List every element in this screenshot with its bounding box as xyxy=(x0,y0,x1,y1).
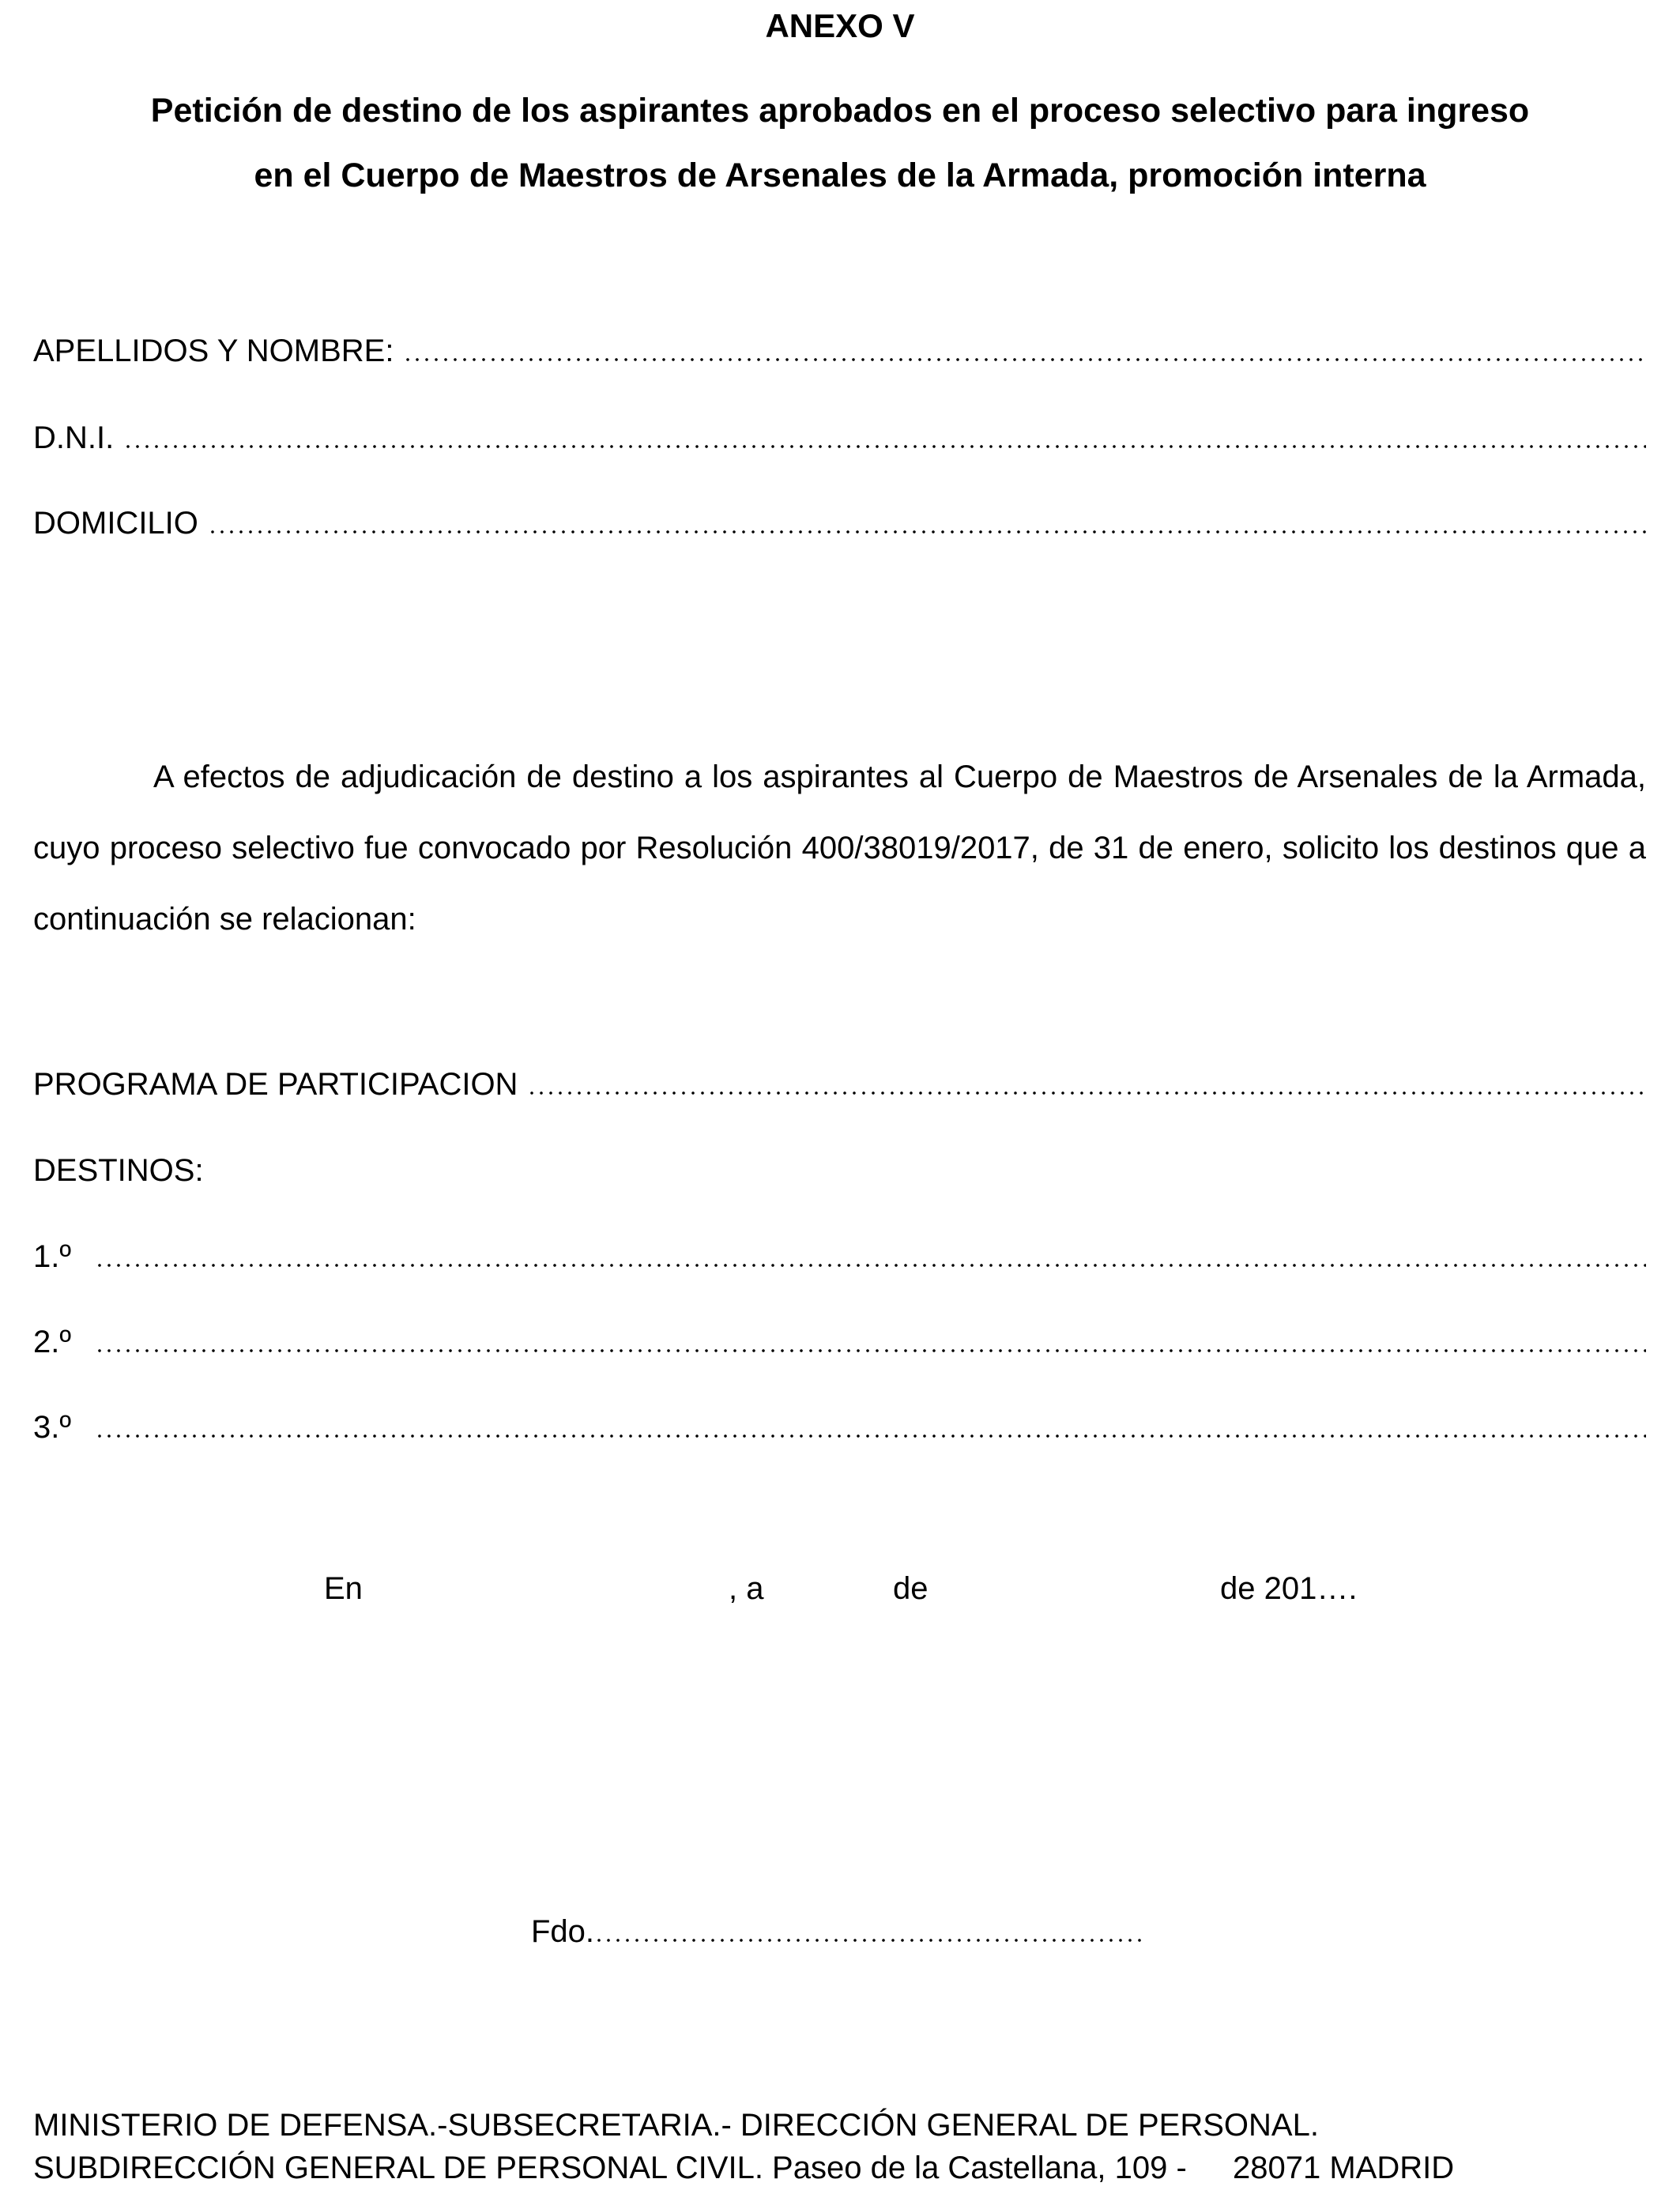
dni-field[interactable] xyxy=(33,411,1646,458)
dni-field-label: D.N.I. xyxy=(33,420,115,455)
footer-postal-city: 28071 MADRID xyxy=(1233,2151,1455,2185)
destination-2-fill-line[interactable] xyxy=(95,1347,1646,1355)
footer-address-line: SUBDIRECCIÓN GENERAL DE PERSONAL CIVIL. Paseo de la Castellana, 109 - xyxy=(33,2151,1187,2185)
destination-2-label: 2.º xyxy=(33,1325,71,1359)
destination-3-label: 3.º xyxy=(33,1410,71,1445)
destinations-label: DESTINOS: xyxy=(33,1153,204,1188)
destination-3-field[interactable] xyxy=(33,1400,1646,1448)
signature-field[interactable] xyxy=(531,1905,1147,1952)
date-place-prefix: En xyxy=(324,1571,363,1606)
annex-title: ANEXO V xyxy=(765,7,915,44)
date-year: de 201…. xyxy=(1220,1571,1358,1606)
destination-3-fill-line[interactable] xyxy=(95,1432,1646,1440)
address-field-fill-line[interactable] xyxy=(208,528,1646,536)
signature-label: Fdo. xyxy=(531,1914,595,1949)
destination-1-field[interactable] xyxy=(33,1230,1646,1277)
dni-field-fill-line[interactable] xyxy=(123,443,1646,450)
name-field-fill-line[interactable] xyxy=(403,356,1646,364)
destination-1-fill-line[interactable] xyxy=(95,1261,1646,1269)
request-paragraph-text: A efectos de adjudicación de destino a los aspirantes al Cuerpo de Maestros de Arsenales de la Armada, cuyo proceso selectivo fue convocado por Resolución 400/38019/2017, de 31 de enero, solicito los destinos que a continuación se relacionan: xyxy=(33,760,1646,937)
footer-ministry-line: MINISTERIO DE DEFENSA.-SUBSECRETARIA.- DIRECCIÓN GENERAL DE PERSONAL. xyxy=(33,2108,1319,2143)
document-title-line-1: Petición de destino de los aspirantes aprobados en el proceso selectivo para ingreso xyxy=(150,92,1530,130)
program-field[interactable] xyxy=(33,1057,1646,1105)
name-field[interactable] xyxy=(33,324,1646,371)
date-month-prefix: de xyxy=(893,1571,929,1606)
date-day-prefix: , a xyxy=(729,1571,764,1606)
document-title-line-2: en el Cuerpo de Maestros de Arsenales de la Armada, promoción interna xyxy=(254,156,1426,194)
destination-2-field[interactable] xyxy=(33,1315,1646,1363)
name-field-label: APELLIDOS Y NOMBRE: xyxy=(33,334,394,368)
program-field-label: PROGRAMA DE PARTICIPACION xyxy=(33,1067,518,1102)
signature-fill-line[interactable] xyxy=(594,1936,1147,1944)
program-field-fill-line[interactable] xyxy=(527,1089,1646,1097)
address-field[interactable] xyxy=(33,496,1646,544)
destinations-heading xyxy=(33,1144,1646,1191)
address-field-label: DOMICILIO xyxy=(33,506,198,541)
destination-1-label: 1.º xyxy=(33,1239,71,1274)
request-paragraph xyxy=(33,741,1646,955)
